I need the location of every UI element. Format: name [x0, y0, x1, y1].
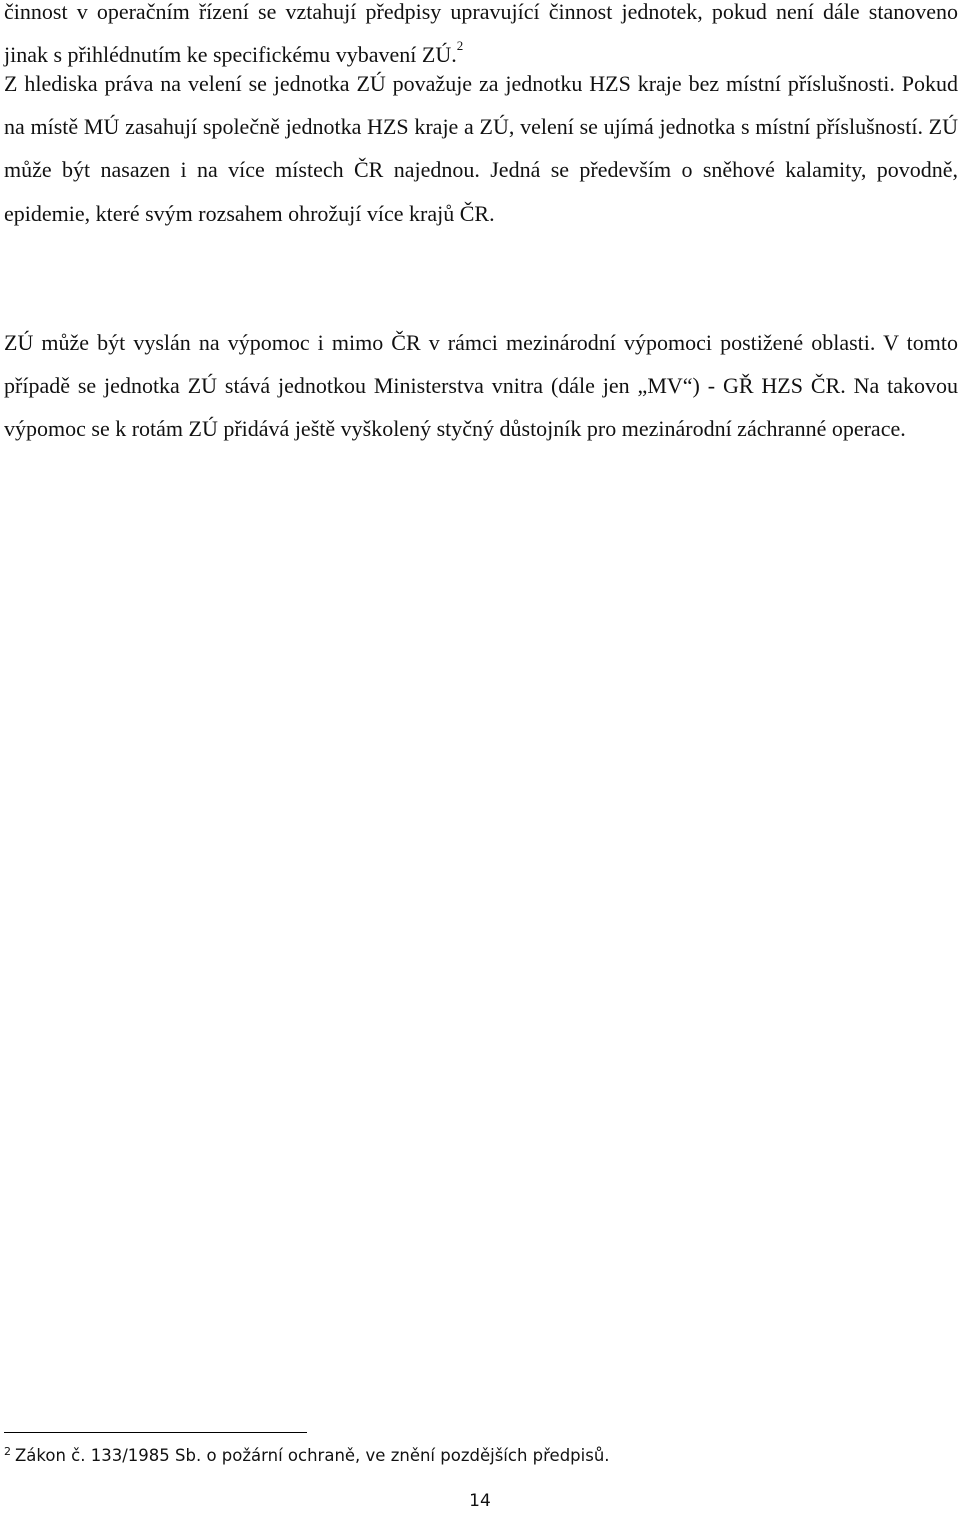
- paragraph-2-text: Z hlediska práva na velení se jednotka ZÚ považuje za jednotku HZS kraje bez místní příslušnosti. Pokud na místě MÚ zasahují společně jednotka HZS kraje a ZÚ, velení se ujímá jednotka s místní příslušností. ZÚ může být nasazen i na více místech ČR najednou. Jedná se především o sněhové kalamity, povodně, epidemie, které svým rozsahem ohrožují více krajů ČR.: [4, 71, 958, 226]
- footnote-number: 2: [4, 1444, 11, 1458]
- footnote-separator: [4, 1432, 307, 1433]
- paragraph-3: [4, 321, 958, 451]
- footnote-text: Zákon č. 133/1985 Sb. o požární ochraně, ve znění pozdějších předpisů.: [15, 1446, 610, 1465]
- page-number: 14: [469, 1491, 491, 1511]
- footnote-reference: 2: [456, 37, 464, 53]
- footnote: [4, 1444, 610, 1468]
- paragraph-2: [4, 62, 958, 235]
- paragraph-1-text: činnost v operačním řízení se vztahují předpisy upravující činnost jednotek, pokud není dále stanoveno jinak s přihlédnutím ke specifickému vybavení ZÚ.: [4, 0, 958, 68]
- paragraph-3-text: ZÚ může být vyslán na výpomoc i mimo ČR v rámci mezinárodní výpomoci postižené oblasti. V tomto případě se jednotka ZÚ stává jednotkou Ministerstva vnitra (dále jen „MV“) - GŘ HZS ČR. Na takovou výpomoc se k rotám ZÚ přidává ještě vyškolený styčný důstojník pro mezinárodní záchranné operace.: [4, 330, 958, 442]
